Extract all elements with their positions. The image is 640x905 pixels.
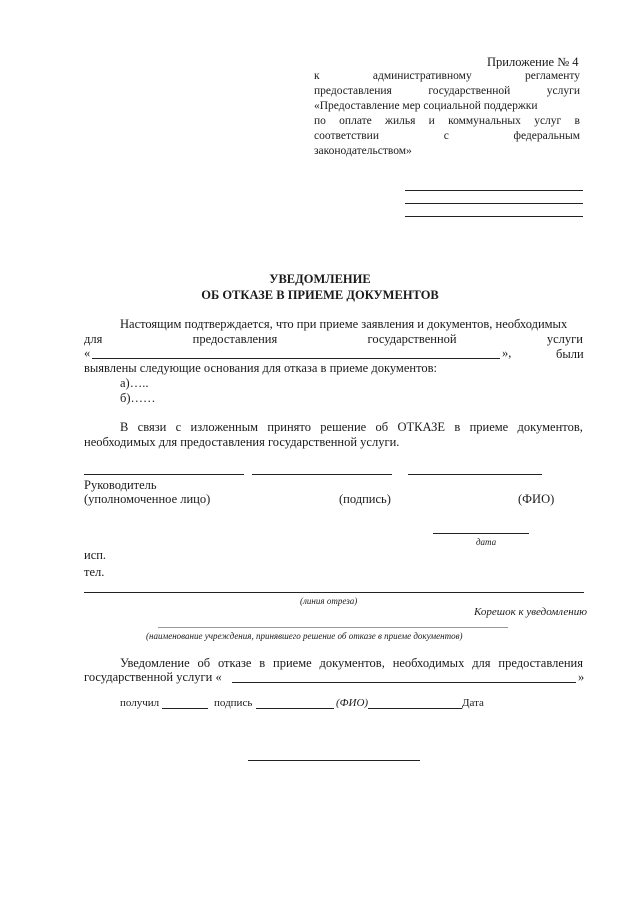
fio-caption: (ФИО) bbox=[518, 492, 555, 506]
word: ОТКАЗЕ bbox=[397, 420, 446, 434]
head-label: Руководитель bbox=[84, 478, 157, 492]
word: связи bbox=[137, 420, 167, 434]
addressee-line-1 bbox=[405, 190, 583, 191]
word: документов, bbox=[517, 420, 583, 434]
stub-close-quote: » bbox=[578, 670, 585, 684]
word: и bbox=[428, 115, 435, 127]
reason-item-b: б)…… bbox=[120, 391, 156, 405]
word: предоставления bbox=[314, 85, 392, 97]
addressee-line-2 bbox=[405, 203, 583, 204]
authorized-person-label: (уполномоченное лицо) bbox=[84, 492, 211, 506]
word: необходимых bbox=[392, 656, 465, 670]
word: предоставления bbox=[192, 332, 278, 346]
word: приеме bbox=[273, 656, 312, 670]
word: регламенту bbox=[524, 70, 580, 82]
stub-service-blank bbox=[232, 682, 576, 683]
paragraph-2-line-1 bbox=[120, 420, 583, 435]
received-label: получил bbox=[120, 697, 160, 709]
word: оплате bbox=[339, 115, 372, 127]
regulation-line-1 bbox=[314, 70, 580, 82]
fio-blank bbox=[408, 474, 542, 475]
word: с bbox=[443, 130, 449, 142]
word: услуги bbox=[546, 332, 583, 346]
word: по bbox=[314, 115, 326, 127]
stub-label: Корешок к уведомлению bbox=[474, 606, 587, 618]
bottom-blank bbox=[248, 760, 420, 761]
word: жилья bbox=[385, 115, 416, 127]
word: государственной bbox=[367, 332, 457, 346]
word: приеме bbox=[469, 420, 509, 434]
word: к bbox=[314, 70, 320, 82]
word: об bbox=[197, 656, 211, 670]
paragraph-1-line-1: Настоящим подтверждается, что при приеме заявления и документов, необходимых bbox=[120, 317, 568, 331]
document-title: УВЕДОМЛЕНИЕ bbox=[269, 272, 371, 286]
institution-blank bbox=[158, 627, 508, 628]
regulation-line-2 bbox=[314, 85, 580, 97]
fio-stub-label: (ФИО) bbox=[336, 697, 369, 709]
institution-caption: (наименование учреждения, принявшего решение об отказе в приеме документов) bbox=[146, 631, 463, 641]
sign-blank bbox=[256, 708, 334, 709]
paragraph-1-line-2 bbox=[84, 332, 583, 347]
cut-line-caption: (линия отреза) bbox=[300, 596, 358, 606]
word: в bbox=[574, 115, 580, 127]
phone-label: тел. bbox=[84, 565, 105, 579]
word: для bbox=[84, 332, 103, 346]
word: об bbox=[375, 420, 389, 434]
word: Уведомление bbox=[120, 656, 190, 670]
cut-line bbox=[84, 592, 584, 593]
word: федеральным bbox=[513, 130, 580, 142]
word: решение bbox=[320, 420, 367, 434]
word: соответствии bbox=[314, 130, 379, 142]
word: административному bbox=[372, 70, 472, 82]
regulation-line-6: законодательством» bbox=[314, 145, 412, 157]
word: коммунальных bbox=[448, 115, 521, 127]
word: услуг bbox=[534, 115, 562, 127]
regulation-line-4 bbox=[314, 115, 580, 127]
word: документов, bbox=[319, 656, 385, 670]
word: В bbox=[120, 420, 129, 434]
date-caption: дата bbox=[476, 537, 497, 547]
document-subtitle: ОБ ОТКАЗЕ В ПРИЕМЕ ДОКУМЕНТОВ bbox=[201, 288, 439, 302]
word: услуги bbox=[546, 85, 580, 97]
word: для bbox=[472, 656, 491, 670]
position-blank bbox=[84, 474, 244, 475]
word: в bbox=[259, 656, 266, 670]
word: с bbox=[175, 420, 182, 434]
word: предоставления bbox=[498, 656, 583, 670]
signature-blank bbox=[252, 474, 392, 475]
signature-caption: (подпись) bbox=[339, 492, 391, 506]
addressee-line-3 bbox=[405, 216, 583, 217]
stub-notice-line-2: государственной услуги « bbox=[84, 670, 222, 684]
word: изложенным bbox=[190, 420, 259, 434]
word: в bbox=[454, 420, 461, 434]
word: отказе bbox=[217, 656, 252, 670]
service-name-blank bbox=[92, 358, 500, 359]
paragraph-1-line-4: выявлены следующие основания для отказа в приеме документов: bbox=[84, 361, 437, 375]
date-blank bbox=[433, 533, 529, 534]
received-blank bbox=[162, 708, 208, 709]
date-stub-label: Дата bbox=[462, 697, 484, 709]
appendix-number: Приложение № 4 bbox=[487, 55, 579, 69]
reason-item-a: а)….. bbox=[120, 376, 149, 390]
paragraph-2-line-2: необходимых для предоставления государственной услуги. bbox=[84, 435, 400, 449]
fio-stub-blank bbox=[368, 708, 462, 709]
service-close-quote: », bbox=[502, 346, 512, 360]
service-open-quote: « bbox=[84, 346, 91, 360]
regulation-line-5 bbox=[314, 130, 580, 142]
executor-label: исп. bbox=[84, 548, 107, 562]
word: принято bbox=[267, 420, 311, 434]
sign-label: подпись bbox=[214, 697, 253, 709]
word: государственной bbox=[428, 85, 511, 97]
were-word: были bbox=[556, 347, 584, 361]
stub-notice-line-1 bbox=[120, 656, 583, 671]
regulation-line-3: «Предоставление мер социальной поддержки bbox=[314, 100, 538, 112]
